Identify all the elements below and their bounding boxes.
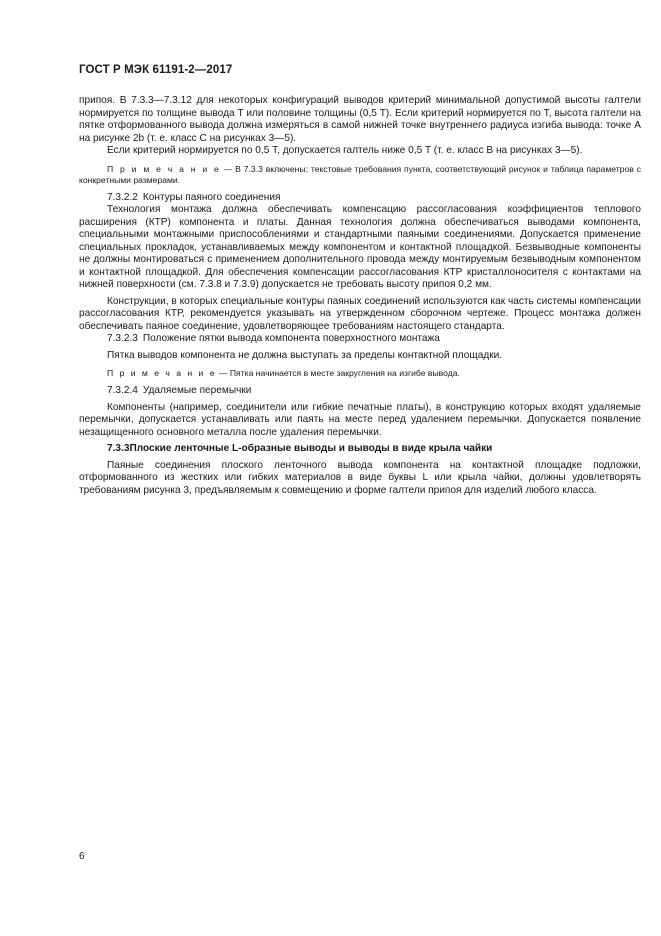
- note-text: — Пятка начинается в месте закругления на изгибе вывода.: [216, 368, 460, 378]
- note-label: П р и м е ч а н и е: [107, 163, 221, 174]
- section-number: 7.3.2.2: [107, 191, 138, 203]
- note-text: — В 7.3.3 включены: текстовые требования пункта, соответствующий рисунок и таблица параметров с конкретными размерами.: [79, 163, 642, 185]
- note: [79, 164, 641, 186]
- note-label: П р и м е ч а н и е: [107, 368, 217, 378]
- section-heading: [79, 333, 641, 346]
- section-heading: [79, 443, 641, 456]
- section-title: Положение пятки вывода компонента поверхностного монтажа: [142, 333, 440, 344]
- document-header: ГОСТ Р МЭК 61191-2—2017: [79, 64, 233, 76]
- paragraph: Конструкции, в которых специальные контуры паяных соединений используются как часть системы компенсации рассогласования КТР, рекомендуется указывать на утвержденном сборочном чертеже. Процесс монтажа должен обеспечивать паяное соединение, удовлетворяющее требованиям настоящего стандарта.: [79, 295, 641, 332]
- note: [79, 368, 641, 379]
- paragraph: Технология монтажа должна обеспечивать компенсацию рассогласования коэффициентов теплового расширения (КТР) компонента и платы. Данная технология должна обеспечиваться выводами компонента, специальными монтажными приспособлениями и стандартными паяными соединениями. Допускается применение специальных прокладок, устанавливаемых между компонентом и контактной площадкой. Безвыводные компоненты не должны монтироваться с применением дополнительного провода между монтируемым безвыводным компонентом и контактной площадкой. Для обеспечения компенсации рассогласования КТР кристаллоносителя с контактами на нижней поверхности (см. 7.3.8 и 7.3.9) допускается не требовать высоту припоя 0,2 мм.: [79, 204, 641, 290]
- paragraph: Если критерий нормируется по 0,5 T, допускается галтель ниже 0,5 T (т. е. класс B на рисунках 3—5).: [107, 145, 583, 156]
- section-title: Плоские ленточные L-образные выводы и выводы в виде крыла чайки: [129, 443, 493, 454]
- paragraph: Компоненты (например, соединители или гибкие печатные платы), в конструкцию которых входят удаляемые перемычки, допускается устанавливать или паять на месте перед удалением перемычки. Допускается появление незащищенного основного металла после удаления перемычки.: [79, 401, 641, 438]
- section-heading: [79, 385, 641, 398]
- section-number: 7.3.3: [107, 443, 130, 454]
- section-title: Удаляемые перемычки: [142, 385, 252, 396]
- section-number: 7.3.2.3: [107, 333, 138, 344]
- page-number: 6: [79, 851, 85, 862]
- section-title: Контуры паяного соединения: [142, 191, 281, 203]
- paragraph: Паяные соединения плоского ленточного вывода компонента на контактной площадке подложки, отформованного из жестких или гибких материалов в виде буквы L или крыла чайки, должны удовлетворять требованиям рисунка 3, предъявляемым к совмещению и форме галтели припоя для изделий любого класса.: [79, 459, 641, 496]
- paragraph: Пятка выводов компонента не должна выступать за пределы контактной площадки.: [107, 349, 503, 361]
- document-body: [79, 95, 641, 497]
- section-number: 7.3.2.4: [107, 385, 138, 396]
- section-heading: [79, 192, 641, 205]
- paragraph: припоя. В 7.3.3—7.3.12 для некоторых конфигураций выводов критерий минимальной допустимой высоты галтели нормируется по толщине вывода T или половине толщины (0,5 T). Если критерий нормируется по T, высота галтели на пятке отформованного вывода должна измеряться в самой нижней точке внутреннего радиуса изгиба вывода: точке A на рисунке 2b (т. е. класс C на рисунках 3—5).: [79, 95, 641, 144]
